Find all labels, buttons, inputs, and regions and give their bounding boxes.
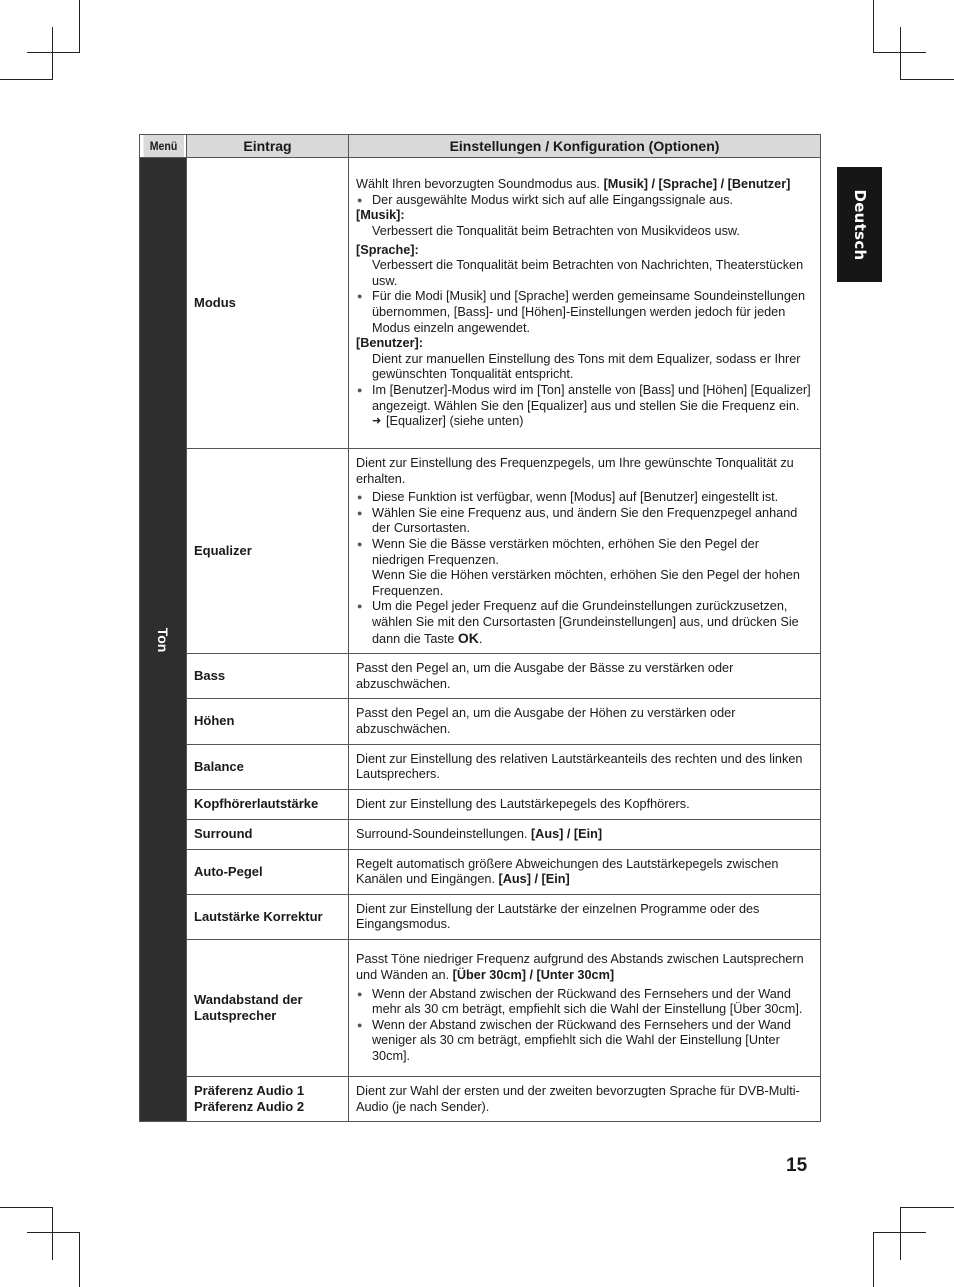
entry-modus: Modus bbox=[187, 158, 349, 449]
options-text: [Aus] / [Ein] bbox=[530, 826, 603, 841]
table-row bbox=[140, 699, 821, 744]
arrow-right-icon: ➜ bbox=[372, 415, 382, 428]
entry-bass: Bass bbox=[187, 654, 349, 699]
desc-hoehen: Passt den Pegel an, um die Ausgabe der Höhen zu verstärken oder abzuschwächen. bbox=[349, 699, 821, 744]
reference-link[interactable] bbox=[356, 414, 813, 430]
entry-line: Präferenz Audio 1 bbox=[194, 1083, 305, 1099]
crop-mark bbox=[79, 0, 80, 52]
desc-equalizer bbox=[349, 449, 821, 654]
bullet-item: ● Wenn Sie die Bässe verstärken möchten, erhöhen Sie den Pegel der niedrigen Frequenzen. bbox=[356, 537, 813, 568]
entry-lautstaerke-korrektur: Lautstärke Korrektur bbox=[187, 894, 349, 939]
bullet-text: Um die Pegel jeder Frequenz auf die Grundeinstellungen zurückzusetzen, wählen Sie mit den Cursortasten [Grundeinstellungen] aus, und drücken Sie dann die Taste bbox=[372, 599, 799, 646]
header-settings: Einstellungen / Konfiguration (Optionen) bbox=[349, 135, 821, 158]
options-text: [Aus] / [Ein] bbox=[498, 872, 570, 887]
entry-balance: Balance bbox=[187, 744, 349, 789]
entry-equalizer: Equalizer bbox=[187, 449, 349, 654]
option-heading: [Sprache]: bbox=[356, 242, 419, 257]
bullet-item: ● Wenn der Abstand zwischen der Rückwand des Fernsehers und der Wand mehr als 30 cm beträgt, empfiehlt sich die Wahl der Einstellung [Über 30cm]. bbox=[356, 987, 813, 1018]
desc-lautstaerke-korrektur: Dient zur Einstellung der Lautstärke der einzelnen Programme oder des Eingangsmodus. bbox=[349, 894, 821, 939]
header-menu: Menü bbox=[142, 135, 183, 158]
table-row bbox=[140, 654, 821, 699]
option-heading: [Benutzer]: bbox=[356, 336, 423, 351]
bullet-continuation: Wenn Sie die Höhen verstärken möchten, erhöhen Sie den Pegel der hohen Frequenzen. bbox=[372, 568, 800, 598]
table-header-row bbox=[140, 135, 821, 158]
crop-mark bbox=[900, 1207, 901, 1260]
entry-line: Präferenz Audio 2 bbox=[194, 1099, 305, 1115]
crop-mark bbox=[52, 27, 53, 80]
table-row bbox=[140, 744, 821, 789]
ok-key-label: OK bbox=[457, 629, 479, 646]
table-row bbox=[140, 158, 821, 449]
crop-mark bbox=[0, 1207, 52, 1208]
desc-wandabstand bbox=[349, 940, 821, 1077]
bullet-item: ● Wenn der Abstand zwischen der Rückwand des Fernsehers und der Wand weniger als 30 cm beträgt, empfiehlt sich die Wahl der Einstellung [Unter 30cm]. bbox=[356, 1018, 813, 1065]
reference-text: [Equalizer] (siehe unten) bbox=[386, 414, 524, 429]
table-row bbox=[140, 894, 821, 939]
desc-bass: Passt den Pegel an, um die Ausgabe der Bässe zu verstärken oder abzuschwächen. bbox=[349, 654, 821, 699]
desc-text: Wählt Ihren bevorzugten Soundmodus aus. bbox=[356, 177, 604, 192]
option-description: Verbessert die Tonqualität beim Betrachten von Nachrichten, Theaterstücken usw. bbox=[372, 258, 804, 288]
options-text: [Über 30cm] / [Unter 30cm] bbox=[452, 968, 615, 983]
table-row bbox=[140, 849, 821, 894]
entry-wandabstand: Wandabstand der Lautsprecher bbox=[187, 940, 349, 1077]
table-row bbox=[140, 819, 821, 849]
option-description: Verbessert die Tonqualität beim Betrachten von Musikvideos usw. bbox=[372, 224, 740, 239]
page-number: 15 bbox=[786, 1155, 808, 1176]
desc-text: Dient zur Einstellung des Frequenzpegels, um Ihre gewünschte Tonqualität zu erhalten. bbox=[356, 456, 794, 486]
section-ton bbox=[140, 158, 187, 1122]
desc-surround bbox=[349, 819, 821, 849]
desc-text: Passt Töne niedriger Frequenz aufgrund des Abstands zwischen Lautsprechern und Wänden an. bbox=[356, 952, 804, 983]
crop-mark bbox=[900, 79, 954, 80]
language-tab bbox=[837, 167, 882, 282]
crop-mark bbox=[900, 1207, 954, 1208]
bullet-item: ● Im [Benutzer]-Modus wird im [Ton] anstelle von [Bass] und [Höhen] [Equalizer] angezeigt. Wählen Sie den [Equalizer] aus und stellen Sie die Frequenz ein. bbox=[356, 383, 813, 414]
table-row bbox=[140, 789, 821, 819]
crop-mark bbox=[873, 1232, 874, 1287]
option-heading: [Musik]: bbox=[356, 208, 405, 223]
bullet-text-end: . bbox=[478, 631, 483, 646]
entry-hoehen: Höhen bbox=[187, 699, 349, 744]
bullet-item: ● Diese Funktion ist verfügbar, wenn [Modus] auf [Benutzer] eingestellt ist. bbox=[356, 490, 813, 506]
sound-menu-table bbox=[139, 134, 821, 1122]
header-entry: Eintrag bbox=[187, 135, 349, 158]
bullet-item bbox=[356, 599, 813, 647]
desc-modus bbox=[349, 158, 821, 449]
crop-mark bbox=[873, 1232, 926, 1233]
crop-mark bbox=[27, 1232, 80, 1233]
crop-mark bbox=[900, 27, 901, 80]
language-tab-label: Deutsch bbox=[850, 188, 869, 261]
desc-auto-pegel bbox=[349, 849, 821, 894]
crop-mark bbox=[52, 1207, 53, 1260]
entry-auto-pegel: Auto-Pegel bbox=[187, 849, 349, 894]
desc-text: Regelt automatisch größere Abweichungen des Lautstärkepegels zwischen Kanälen und Eingängen. bbox=[356, 856, 779, 887]
table-row bbox=[140, 1077, 821, 1122]
bullet-item: ● Wählen Sie eine Frequenz aus, und ändern Sie den Frequenzpegel anhand der Cursortasten. bbox=[356, 506, 813, 537]
crop-mark bbox=[0, 79, 52, 80]
bullet-item: ● Der ausgewählte Modus wirkt sich auf alle Eingangssignale aus. bbox=[356, 193, 813, 209]
table-row bbox=[140, 940, 821, 1077]
option-description: Dient zur manuellen Einstellung des Tons mit dem Equalizer, sodass er Ihrer gewünschten Tonqualität entspricht. bbox=[372, 351, 801, 382]
section-label: Ton bbox=[155, 627, 171, 652]
entry-praeferenz-audio bbox=[187, 1077, 349, 1122]
entry-kopfhoererlautstaerke: Kopfhörerlautstärke bbox=[187, 789, 349, 819]
desc-kopfhoererlautstaerke: Dient zur Einstellung des Lautstärkepegels des Kopfhörers. bbox=[349, 789, 821, 819]
desc-text: Surround-Soundeinstellungen. bbox=[356, 826, 531, 841]
table-row bbox=[140, 449, 821, 654]
desc-line bbox=[356, 952, 813, 983]
entry-surround: Surround bbox=[187, 819, 349, 849]
desc-line bbox=[356, 177, 813, 193]
crop-mark bbox=[873, 0, 874, 52]
bullet-item: ● Für die Modi [Musik] und [Sprache] werden gemeinsame Soundeinstellungen übernommen, [Bass]- und [Höhen]-Einstellungen werden jedoch für jeden Modus einzeln angewendet. bbox=[356, 289, 813, 336]
options-text: [Musik] / [Sprache] / [Benutzer] bbox=[603, 177, 791, 192]
crop-mark bbox=[79, 1232, 80, 1287]
crop-mark bbox=[27, 52, 80, 53]
desc-balance: Dient zur Einstellung des relativen Lautstärkeanteils des rechten und des linken Lautsprechers. bbox=[349, 744, 821, 789]
desc-praeferenz-audio: Dient zur Wahl der ersten und der zweiten bevorzugten Sprache für DVB-Multi-Audio (je nach Sender). bbox=[349, 1077, 821, 1122]
